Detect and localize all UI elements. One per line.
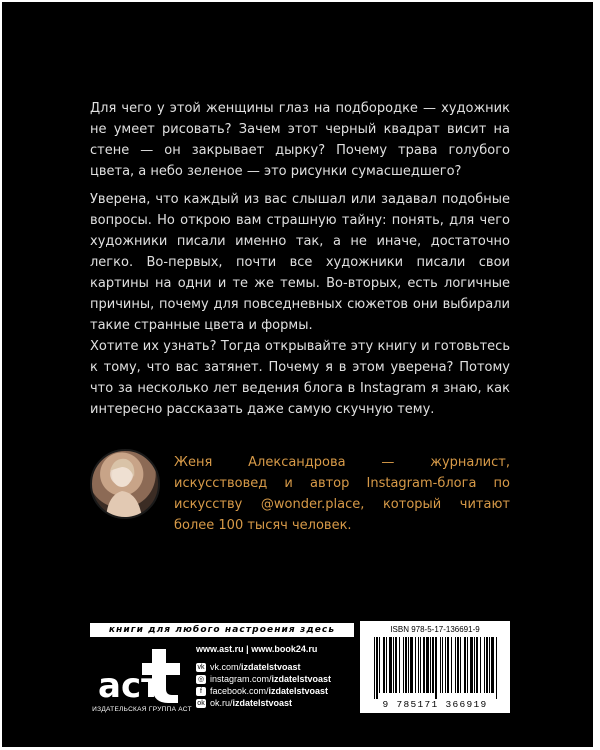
logo-text: аст (98, 666, 161, 703)
social-link-handle: izdatelstvoast (268, 686, 329, 696)
social-link-prefix: ok.ru/ (210, 698, 233, 708)
social-link-vk[interactable] (196, 661, 356, 673)
social-link-prefix: facebook.com/ (210, 686, 269, 696)
ok-icon: ok (197, 699, 205, 707)
publisher-caption: ИЗДАТЕЛЬСКАЯ ГРУППА АСТ (92, 706, 192, 713)
social-link-prefix: vk.com/ (210, 662, 242, 672)
paragraph-intro: Для чего у этой женщины глаз на подбородке — художник не умеет рисовать? Зачем этот черный квадрат висит на стене — он закрывает дырку? Почему трава голубого цвета, а небо зеленое — это рисунки сумасшедшего? (90, 101, 510, 179)
social-link-handle: izdatelstvoast (271, 674, 332, 684)
book-back-cover (2, 2, 593, 747)
social-link-ok[interactable] (196, 697, 356, 709)
vk-icon: vk (197, 663, 205, 671)
author-photo (90, 449, 160, 519)
author-bio: Женя Александрова — журналист, искусствовед и автор Instagram-блога по искусству @wonder.place, который читают более 100 тысяч человек. (174, 455, 510, 533)
facebook-icon: f (196, 687, 206, 696)
tagline-banner: книги для любого настроения здесь (90, 623, 354, 637)
website-links[interactable]: www.ast.ru | www.book24.ru (196, 644, 318, 654)
social-link-handle: izdatelstvoast (232, 698, 293, 708)
isbn-label: ISBN 978-5-17-136691-9 (390, 625, 480, 634)
social-link-instagram[interactable] (196, 673, 356, 685)
ast-logo-icon (94, 645, 190, 703)
author-portrait-icon (92, 451, 158, 517)
instagram-icon: ◎ (197, 675, 205, 683)
publisher-logo (94, 645, 190, 703)
social-link-facebook[interactable] (196, 685, 356, 697)
social-link-prefix: instagram.com/ (210, 674, 272, 684)
paragraph-invitation: Хотите их узнать? Тогда открывайте эту книгу и готовьтесь к тому, что вас затянет. Почему я в этом уверена? Потому что за несколько лет ведения блога в Instagram я знаю, как интересно рассказать даже самую скучную тему. (90, 339, 510, 417)
barcode-panel (360, 621, 510, 713)
publisher-links (196, 644, 356, 709)
barcode-digits: 9 785171 366919 (382, 699, 488, 710)
social-link-handle: izdatelstvoast (241, 662, 301, 672)
paragraph-secret: Уверена, что каждый из вас слышал или задавал подобные вопросы. Но открою вам страшную тайну: понять, для чего художники писали именно так, а не иначе, достаточно легко. Во-первых, почти все художники писали свои картины на одни и те же темы. Во-вторых, есть логичные причины, почему для повседневных сюжетов они выбирали такие странные цвета и формы. (90, 192, 510, 333)
barcode-icon (372, 637, 500, 699)
